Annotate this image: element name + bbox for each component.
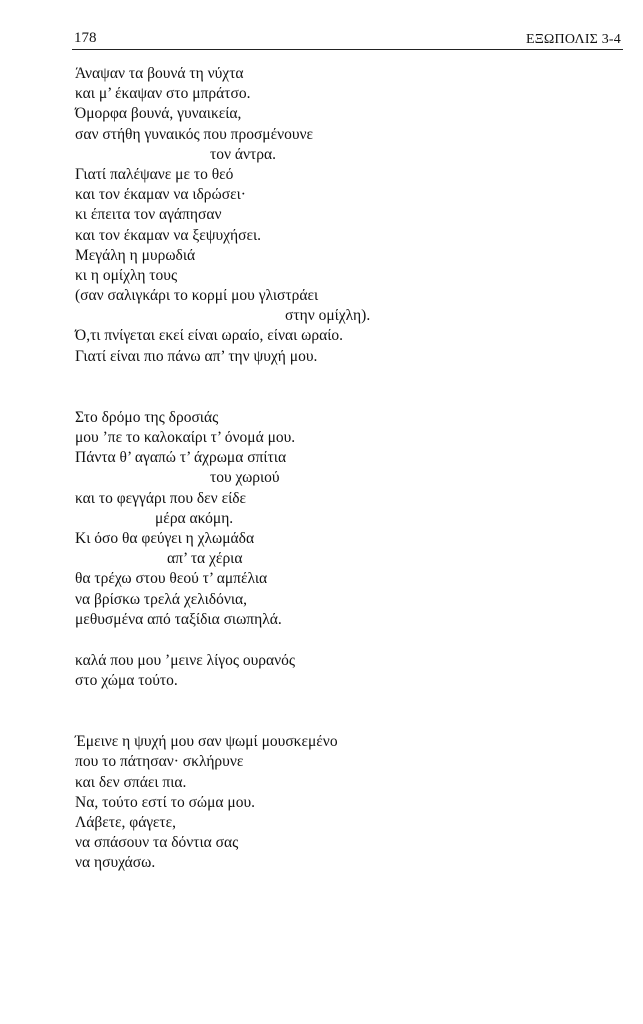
poem-line: Μεγάλη η μυρωδιά xyxy=(75,246,196,264)
poem-line: να βρίσκω τρελά χελιδόνια, xyxy=(75,590,247,608)
poem-line: Έμεινε η ψυχή μου σαν ψωμί μουσκεμένο xyxy=(75,733,338,751)
poem-line: απ’ τα χέρια xyxy=(167,550,243,568)
poem-line: και δεν σπάει πια. xyxy=(75,773,187,791)
poem-line: να σπάσουν τα δόντια σας xyxy=(75,834,239,852)
poem-line: που το πάτησαν· σκλήρυνε xyxy=(75,753,244,771)
poem-line: (σαν σαλιγκάρι το κορμί μου γλιστράει xyxy=(75,287,319,305)
poem-line: Κι όσο θα φεύγει η χλωμάδα xyxy=(75,529,255,547)
header-rule xyxy=(72,49,623,50)
poem-line: και τον έκαμαν να ξεψυχήσει. xyxy=(75,226,262,244)
stanza xyxy=(75,408,595,630)
poem-line: μεθυσμένα από ταξίδια σιωπηλά. xyxy=(75,610,282,628)
poem-line: και τον έκαμαν να ιδρώσει· xyxy=(75,186,246,204)
poem-line: μου ’πε το καλοκαίρι τ’ όνομά μου. xyxy=(75,429,296,446)
page-number: 178 xyxy=(74,30,97,46)
poem-line: σαν στήθη γυναικός που προσμένουνε xyxy=(75,125,314,143)
poem-line: Λάβετε, φάγετε, xyxy=(75,814,177,831)
stanza xyxy=(75,732,595,873)
poem-line: και μ’ έκαψαν στο μπράτσο. xyxy=(75,85,251,103)
stanza xyxy=(75,64,595,367)
poem-line: καλά που μου ’μεινε λίγος ουρανός xyxy=(75,651,296,669)
stanza xyxy=(75,651,595,691)
poem-line: να ησυχάσω. xyxy=(75,854,156,872)
poem-body xyxy=(75,64,595,874)
running-head: ΕΞΩΠΟΛΙΣ 3-4 xyxy=(525,32,621,47)
poem-line: και το φεγγάρι που δεν είδε xyxy=(75,489,247,507)
poem-line: Άναψαν τα βουνά τη νύχτα xyxy=(75,65,244,82)
poem-line: στην ομίχλη). xyxy=(285,307,371,325)
poem-line: Όμορφα βουνά, γυναικεία, xyxy=(75,105,242,123)
poem-line: Γιατί είναι πιο πάνω απ’ την ψυχή μου. xyxy=(75,347,318,365)
poem-line: Γιατί παλέψανε με το θεό xyxy=(75,165,234,183)
poem-line: Ό,τι πνίγεται εκεί είναι ωραίο, είναι ωραίο. xyxy=(75,327,343,345)
poem-line: θα τρέχω στου θεού τ’ αμπέλια xyxy=(75,570,268,588)
poem-line: Στο δρόμο της δροσιάς xyxy=(75,408,219,426)
poem-line: στο χώμα τούτο. xyxy=(75,672,178,690)
poem-line: Πάντα θ’ αγαπώ τ’ άχρωμα σπίτια xyxy=(75,449,287,467)
poem-line: τον άντρα. xyxy=(210,145,276,163)
poem-line: μέρα ακόμη. xyxy=(155,509,234,527)
poem-line: Να, τούτο εστί το σώμα μου. xyxy=(75,793,256,811)
poem-line: κι η ομίχλη τους xyxy=(75,266,178,284)
poem-line: κι έπειτα τον αγάπησαν xyxy=(75,206,222,224)
poem-line: του χωριού xyxy=(210,469,280,487)
